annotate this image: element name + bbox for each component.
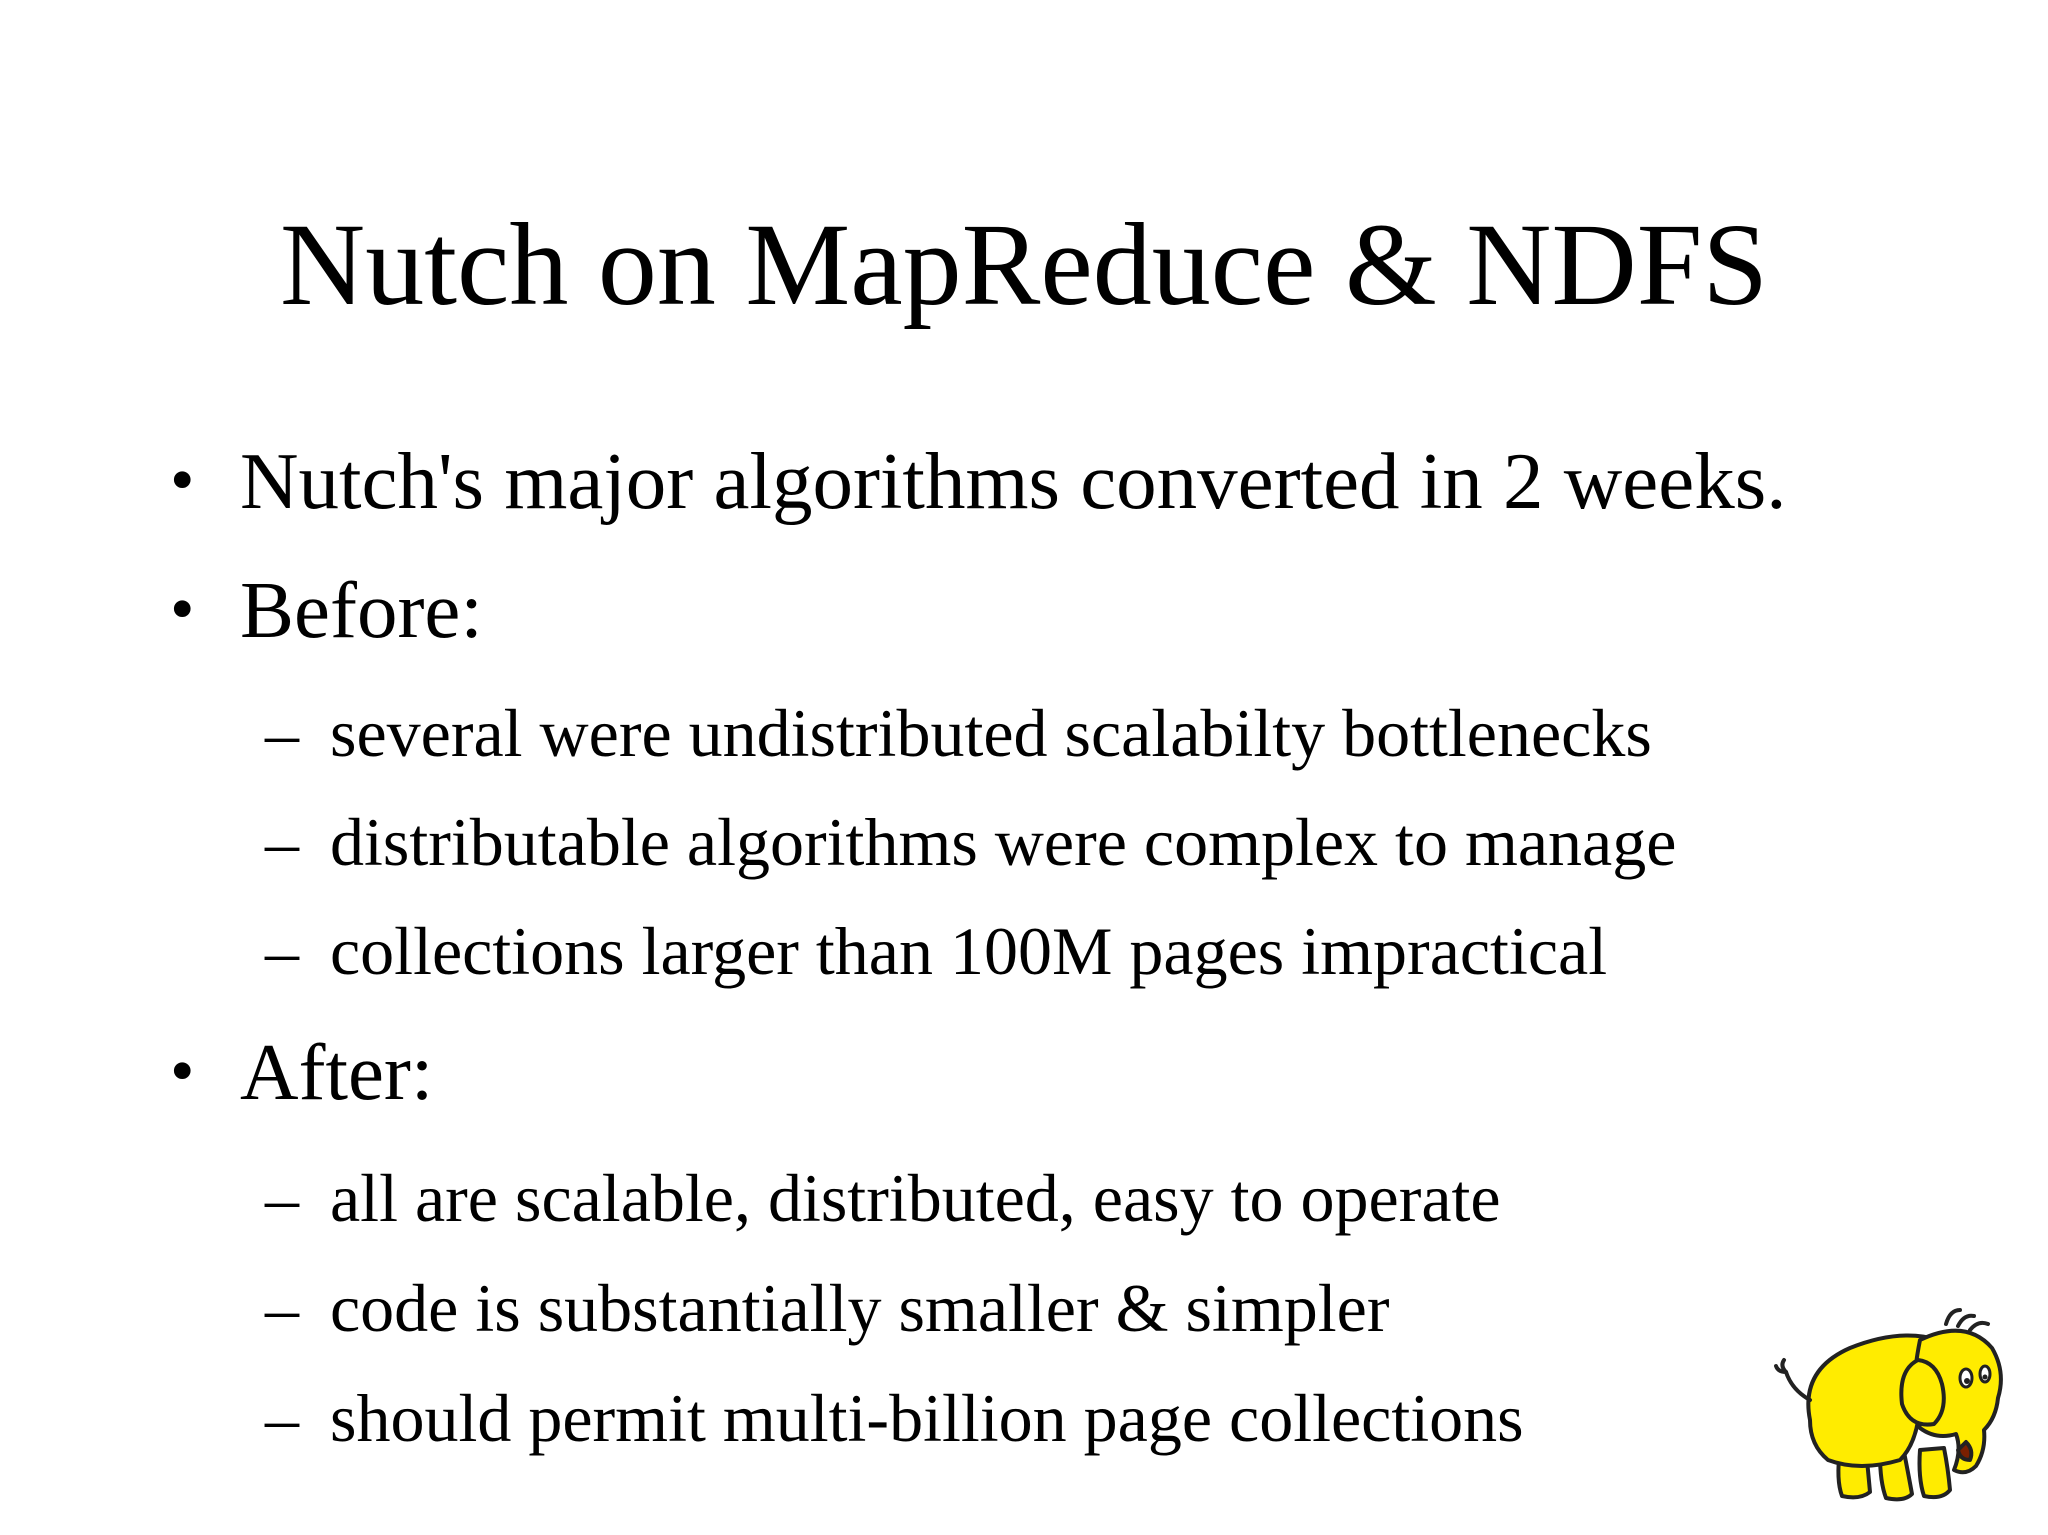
bullet-dot: • — [170, 442, 195, 519]
bullet-item-2 — [170, 565, 483, 655]
sub-item-text: all are scalable, distributed, easy to operate — [330, 1160, 1501, 1236]
dash-marker: – — [265, 1380, 299, 1456]
sub-item-text: should permit multi-billion page collections — [330, 1380, 1524, 1456]
sub-item-before-3 — [265, 911, 1607, 991]
sub-item-text: collections larger than 100M pages impractical — [330, 913, 1608, 989]
dash-marker: – — [265, 913, 299, 989]
sub-item-after-3 — [265, 1378, 1524, 1458]
bullet-text: After: — [240, 1027, 434, 1117]
bullet-dot: • — [170, 1033, 195, 1110]
sub-item-text: several were undistributed scalabilty bottlenecks — [330, 695, 1652, 771]
bullet-dot: • — [170, 571, 195, 648]
dash-marker: – — [265, 695, 299, 771]
sub-item-before-1 — [265, 693, 1652, 773]
sub-item-before-2 — [265, 802, 1676, 882]
sub-item-text: distributable algorithms were complex to manage — [330, 804, 1677, 880]
sub-item-after-1 — [265, 1158, 1501, 1238]
slide-title: Nutch on MapReduce & NDFS — [280, 199, 1768, 330]
dash-marker: – — [265, 1160, 299, 1236]
sub-item-text: code is substantially smaller & simpler — [330, 1270, 1390, 1346]
sub-item-after-2 — [265, 1268, 1389, 1348]
dash-marker: – — [265, 804, 299, 880]
dash-marker: – — [265, 1270, 299, 1346]
bullet-text: Nutch's major algorithms converted in 2 weeks. — [240, 436, 1787, 526]
bullet-item-3 — [170, 1027, 433, 1117]
bullet-item-1 — [170, 436, 1786, 526]
bullet-text: Before: — [240, 565, 483, 655]
yellow-elephant-icon — [1770, 1300, 2010, 1505]
